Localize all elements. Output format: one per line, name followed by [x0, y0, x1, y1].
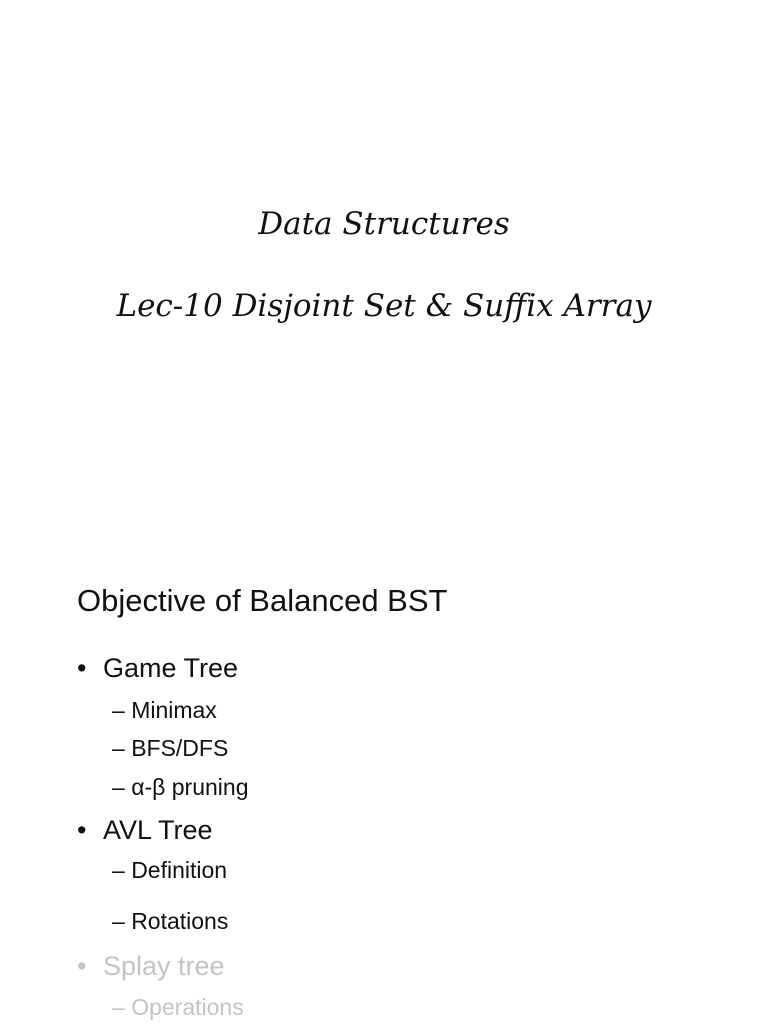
sub-item-bfs-dfs — [112, 734, 228, 762]
sub-item-label: Definition — [131, 857, 228, 883]
bullet-glyph: • — [77, 815, 87, 845]
sub-item-rotations — [112, 907, 228, 935]
sub-item-definition — [112, 856, 227, 884]
lecture-title: Lec-10 Disjoint Set & Suffix Array — [116, 288, 652, 324]
bullet-label: Splay tree — [103, 951, 225, 981]
dash-glyph: – — [112, 994, 125, 1020]
sub-item-operations — [112, 993, 244, 1021]
bullet-item-splay-tree — [77, 950, 225, 982]
sub-item-label: BFS/DFS — [131, 735, 229, 761]
sub-item-label: Operations — [131, 994, 244, 1020]
bullet-glyph: • — [77, 951, 87, 981]
sub-item-label: Minimax — [131, 697, 217, 723]
course-title: Data Structures — [258, 206, 510, 242]
bullet-label: Game Tree — [103, 653, 239, 683]
dash-glyph: – — [112, 735, 125, 761]
dash-glyph: – — [112, 697, 125, 723]
sub-item-alpha-beta — [112, 773, 249, 801]
slide-heading: Objective of Balanced BST — [77, 583, 448, 618]
bullet-glyph: • — [77, 653, 87, 683]
bullet-label: AVL Tree — [103, 815, 213, 845]
sub-item-minimax — [112, 696, 217, 724]
sub-item-label: Rotations — [131, 908, 229, 934]
bullet-item-avl-tree — [77, 814, 213, 846]
outline-slide — [0, 560, 768, 1024]
dash-glyph: – — [112, 774, 125, 800]
dash-glyph: – — [112, 908, 125, 934]
sub-item-label: α-β pruning — [131, 774, 249, 800]
bullet-item-game-tree — [77, 652, 238, 684]
dash-glyph: – — [112, 857, 125, 883]
